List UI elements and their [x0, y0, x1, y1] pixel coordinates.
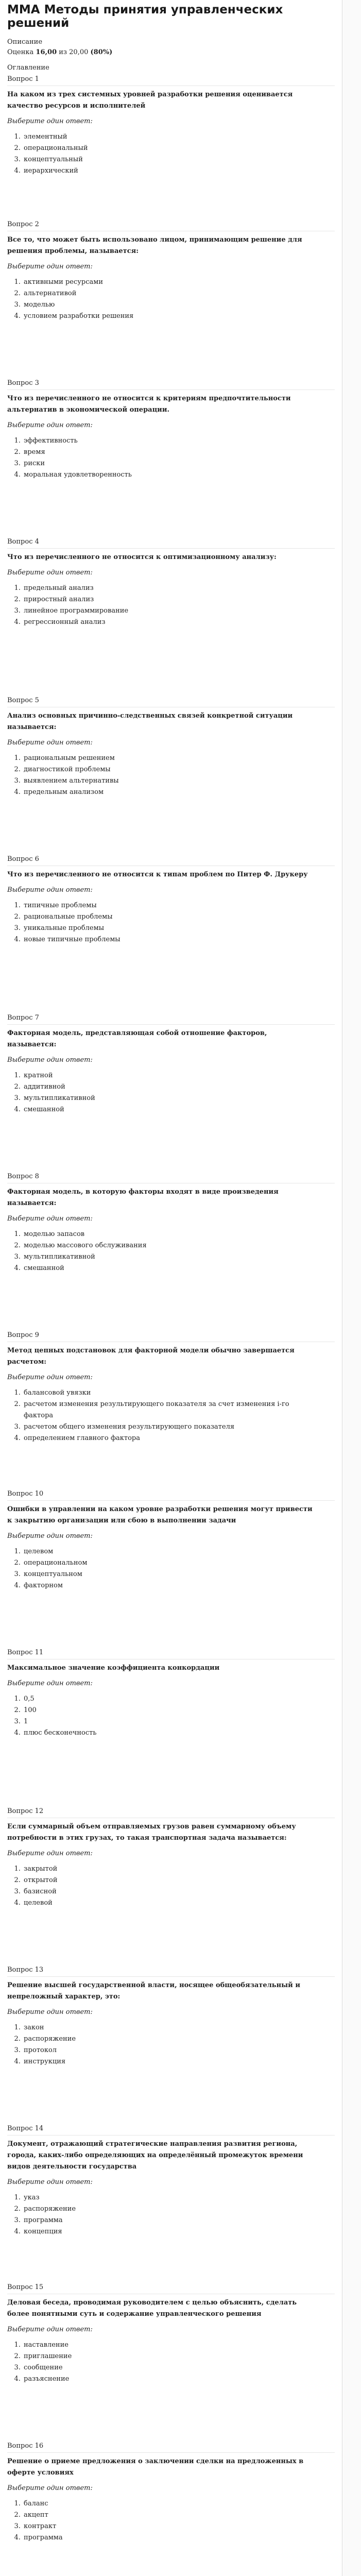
answer-prompt: Выберите один ответ:: [7, 1056, 93, 1064]
answer-option[interactable]: 3. моделью: [23, 299, 312, 311]
answer-option[interactable]: 4. факторном: [23, 1580, 312, 1591]
question-header: Вопрос 7: [7, 1012, 335, 1025]
question-header: Вопрос 6: [7, 853, 335, 866]
answer-option[interactable]: 4. иерархический: [23, 165, 312, 177]
question-text: Документ, отражающий стратегические направления развития региона, города, каких-либо определяющих на определённый промежуток времени видов деятельности государства: [7, 2140, 303, 2171]
question-block: [7, 1964, 335, 2123]
score-line: [7, 47, 335, 58]
answer-option[interactable]: 3. концептуальный: [23, 154, 312, 165]
question-block: [7, 536, 335, 694]
answer-list: [7, 753, 335, 798]
question-text: Что из перечисленного не относится к оптимизационному анализу:: [7, 553, 277, 561]
answer-option[interactable]: 2. рациональные проблемы: [23, 911, 312, 923]
score-middle: из 20,00: [59, 48, 89, 56]
answer-prompt: Выберите один ответ:: [7, 2178, 93, 2186]
question-header: Вопрос 5: [7, 694, 335, 707]
answer-option[interactable]: 3. протокол: [23, 2045, 312, 2056]
answer-list: [7, 1387, 335, 1444]
question-header: Вопрос 14: [7, 2123, 335, 2136]
answer-option[interactable]: 2. приглашение: [23, 2351, 312, 2362]
question-block: [7, 2281, 335, 2440]
question-header: Вопрос 13: [7, 1964, 335, 1977]
answer-prompt: Выберите один ответ:: [7, 1850, 93, 1857]
answer-option[interactable]: 1. активными ресурсами: [23, 277, 312, 288]
answer-prompt: Выберите один ответ:: [7, 2326, 93, 2333]
answer-option[interactable]: 3. программа: [23, 2215, 312, 2226]
answer-prompt: Выберите один ответ:: [7, 886, 93, 894]
question-text: Факторная модель, представляющая собой отношение факторов, называется:: [7, 1029, 267, 1048]
question-text: На каком из трех системных уровней разработки решения оценивается качество ресурсов и исполнителей: [7, 91, 293, 110]
answer-option[interactable]: 2. распоряжение: [23, 2033, 312, 2045]
question-block: [7, 1805, 335, 1964]
answer-list: [7, 900, 335, 945]
questions-list: [7, 73, 335, 2576]
question-header: Вопрос 4: [7, 536, 335, 549]
answer-option[interactable]: 4. моральная удовлетворенность: [23, 469, 312, 481]
answer-option[interactable]: 2. распоряжение: [23, 2204, 312, 2215]
answer-option[interactable]: 2. приростный анализ: [23, 594, 312, 605]
answer-option[interactable]: 2. акцепт: [23, 2510, 312, 2521]
question-block: [7, 1488, 335, 1647]
question-text: Метод цепных подстановок для факторной модели обычно завершается расчетом:: [7, 1347, 295, 1366]
score-prefix: Оценка: [7, 48, 34, 56]
answer-option[interactable]: 3. мультипликативной: [23, 1251, 312, 1263]
answer-option[interactable]: 4. регрессионный анализ: [23, 617, 312, 628]
question-block: [7, 1012, 335, 1171]
question-header: Вопрос 16: [7, 2440, 335, 2453]
answer-prompt: Выберите один ответ:: [7, 1680, 93, 1687]
answer-option[interactable]: 1. закрытой: [23, 1863, 312, 1875]
question-block: [7, 1647, 335, 1805]
answer-option[interactable]: 3. базисной: [23, 1886, 312, 1897]
question-block: [7, 853, 335, 1012]
answer-option[interactable]: 1. моделью запасов: [23, 1229, 312, 1240]
answer-list: [7, 277, 335, 322]
answer-prompt: Выберите один ответ:: [7, 1215, 93, 1223]
question-text: Факторная модель, в которую факторы входят в виде произведения называется:: [7, 1188, 279, 1207]
answer-option[interactable]: 4. разъяснение: [23, 2374, 312, 2385]
question-block: [7, 377, 335, 536]
answer-list: [7, 1070, 335, 1115]
question-block: [7, 2440, 335, 2576]
answer-option[interactable]: 4. предельным анализом: [23, 787, 312, 798]
answer-option[interactable]: 2. диагностикой проблемы: [23, 764, 312, 775]
answer-option[interactable]: 3. расчетом общего изменения результирующего показателя: [23, 1421, 312, 1433]
question-header: Вопрос 15: [7, 2281, 335, 2294]
answer-option[interactable]: 1. элементный: [23, 131, 312, 143]
answer-option[interactable]: 3. выявлением альтернативы: [23, 775, 312, 787]
answer-prompt: Выберите один ответ:: [7, 263, 93, 270]
answer-option[interactable]: 4. смешанной: [23, 1263, 312, 1274]
answer-option[interactable]: 2. 100: [23, 1705, 312, 1716]
answer-option[interactable]: 3. линейное программирование: [23, 605, 312, 617]
question-block: [7, 218, 335, 377]
answer-option[interactable]: 2. аддитивной: [23, 1081, 312, 1093]
question-text: Решение о приеме предложения о заключении сделки на предложенных в оферте условиях: [7, 2458, 304, 2477]
answer-option[interactable]: 3. уникальные проблемы: [23, 923, 312, 934]
answer-prompt: Выберите один ответ:: [7, 1532, 93, 1540]
answer-option[interactable]: 1. эффективность: [23, 435, 312, 447]
answer-list: [7, 2192, 335, 2238]
answer-option[interactable]: 3. риски: [23, 458, 312, 469]
answer-option[interactable]: 4. смешанной: [23, 1104, 312, 1115]
answer-option[interactable]: 2. операциональном: [23, 1557, 312, 1569]
answer-list: [7, 435, 335, 481]
question-text: Если суммарный объем отправляемых грузов равен суммарному объему потребности в этих грузах, то такая транспортная задача называется:: [7, 1823, 296, 1842]
toc-label[interactable]: Оглавление: [7, 64, 49, 72]
answer-option[interactable]: 4. плюс бесконечность: [23, 1727, 312, 1739]
question-block: [7, 73, 335, 218]
answer-list: [7, 2022, 335, 2067]
question-header: Вопрос 1: [7, 73, 335, 86]
answer-list: [7, 1229, 335, 1274]
answer-option[interactable]: 2. время: [23, 447, 312, 458]
answer-prompt: Выберите один ответ:: [7, 421, 93, 429]
answer-option[interactable]: 4. определением главного фактора: [23, 1433, 312, 1444]
quiz-meta: [7, 37, 335, 58]
answer-option[interactable]: 1. указ: [23, 2192, 312, 2204]
answer-option[interactable]: 1. закон: [23, 2022, 312, 2033]
question-block: [7, 1329, 335, 1488]
answer-option[interactable]: 2. альтернативой: [23, 288, 312, 299]
question-header: Вопрос 12: [7, 1805, 335, 1818]
answer-option[interactable]: 3. контракт: [23, 2521, 312, 2532]
score-percent: (80%): [90, 48, 113, 56]
question-text: Что из перечисленного не относится к типам проблем по Питер Ф. Друкеру: [7, 871, 308, 878]
answer-option[interactable]: 1. предельный анализ: [23, 583, 312, 594]
answer-prompt: Выберите один ответ:: [7, 569, 93, 577]
question-text: Что из перечисленного не относится к критериям предпочтительности альтернатив в экономической операции.: [7, 395, 291, 414]
answer-option[interactable]: 1. балансовой увязки: [23, 1387, 312, 1399]
answer-option[interactable]: 4. инструкция: [23, 2056, 312, 2067]
answer-option[interactable]: 2. открытой: [23, 1875, 312, 1886]
answer-option[interactable]: 1. 0,5: [23, 1693, 312, 1705]
answer-list: [7, 131, 335, 177]
answer-option[interactable]: 1. наставление: [23, 2340, 312, 2351]
question-block: [7, 2123, 335, 2281]
page-title: ММА Методы принятия управленческих решений: [7, 3, 283, 30]
answer-option[interactable]: 4. целевой: [23, 1897, 312, 1909]
answer-prompt: Выберите один ответ:: [7, 2484, 93, 2492]
question-header: Вопрос 3: [7, 377, 335, 390]
answer-list: [7, 2340, 335, 2385]
answer-list: [7, 1863, 335, 1909]
answer-prompt: Выберите один ответ:: [7, 1374, 93, 1381]
answer-list: [7, 583, 335, 628]
question-header: Вопрос 11: [7, 1647, 335, 1659]
answer-list: [7, 1546, 335, 1591]
question-header: Вопрос 9: [7, 1329, 335, 1342]
answer-option[interactable]: 3. мультипликативной: [23, 1093, 312, 1104]
question-header: Вопрос 8: [7, 1171, 335, 1183]
answer-prompt: Выберите один ответ:: [7, 117, 93, 125]
question-text: Максимальное значение коэффициента конкордации: [7, 1664, 220, 1672]
answer-option[interactable]: 2. моделью массового обслуживания: [23, 1240, 312, 1251]
answer-prompt: Выберите один ответ:: [7, 739, 93, 747]
question-text: Ошибки в управлении на каком уровне разработки решения могут привести к закрытию организации или сбою в выполнении задачи: [7, 1505, 313, 1524]
answer-option[interactable]: 1. рациональным решением: [23, 753, 312, 764]
description-label: Описание: [7, 38, 43, 46]
question-block: [7, 694, 335, 853]
answer-option[interactable]: 4. новые типичные проблемы: [23, 934, 312, 945]
page-margin: [343, 0, 361, 2576]
answer-list: [7, 2498, 335, 2544]
question-text: Все то, что может быть использовано лицом, принимающим решение для решения проблемы, называется:: [7, 236, 302, 255]
score-value: 16,00: [36, 48, 57, 56]
answer-option[interactable]: 4. условием разработки решения: [23, 311, 312, 322]
answer-prompt: Выберите один ответ:: [7, 2008, 93, 2016]
question-block: [7, 1171, 335, 1329]
answer-option[interactable]: 1. целевом: [23, 1546, 312, 1557]
answer-option[interactable]: 1. кратной: [23, 1070, 312, 1081]
answer-option[interactable]: 4. концепция: [23, 2226, 312, 2238]
question-header: Вопрос 10: [7, 1488, 335, 1501]
answer-option[interactable]: 4. программа: [23, 2532, 312, 2544]
question-text: Решение высшей государственной власти, носящее общеобязательный и непреложный характер, это:: [7, 1981, 300, 2001]
answer-option[interactable]: 3. 1: [23, 1716, 312, 1727]
answer-option[interactable]: 1. типичные проблемы: [23, 900, 312, 911]
answer-option[interactable]: 2. операциональный: [23, 143, 312, 154]
answer-option[interactable]: 3. сообщение: [23, 2362, 312, 2374]
question-text: Анализ основных причинно-следственных связей конкретной ситуации называется:: [7, 712, 293, 731]
answer-option[interactable]: 3. концептуальном: [23, 1569, 312, 1580]
answer-option[interactable]: 2. расчетом изменения результирующего показателя за счет изменения i-го фактора: [23, 1399, 312, 1421]
question-header: Вопрос 2: [7, 218, 335, 231]
question-text: Деловая беседа, проводимая руководителем с целью объяснить, сделать более понятными суть и содержание управленческого решения: [7, 2299, 297, 2318]
answer-list: [7, 1693, 335, 1739]
answer-option[interactable]: 1. баланс: [23, 2498, 312, 2510]
